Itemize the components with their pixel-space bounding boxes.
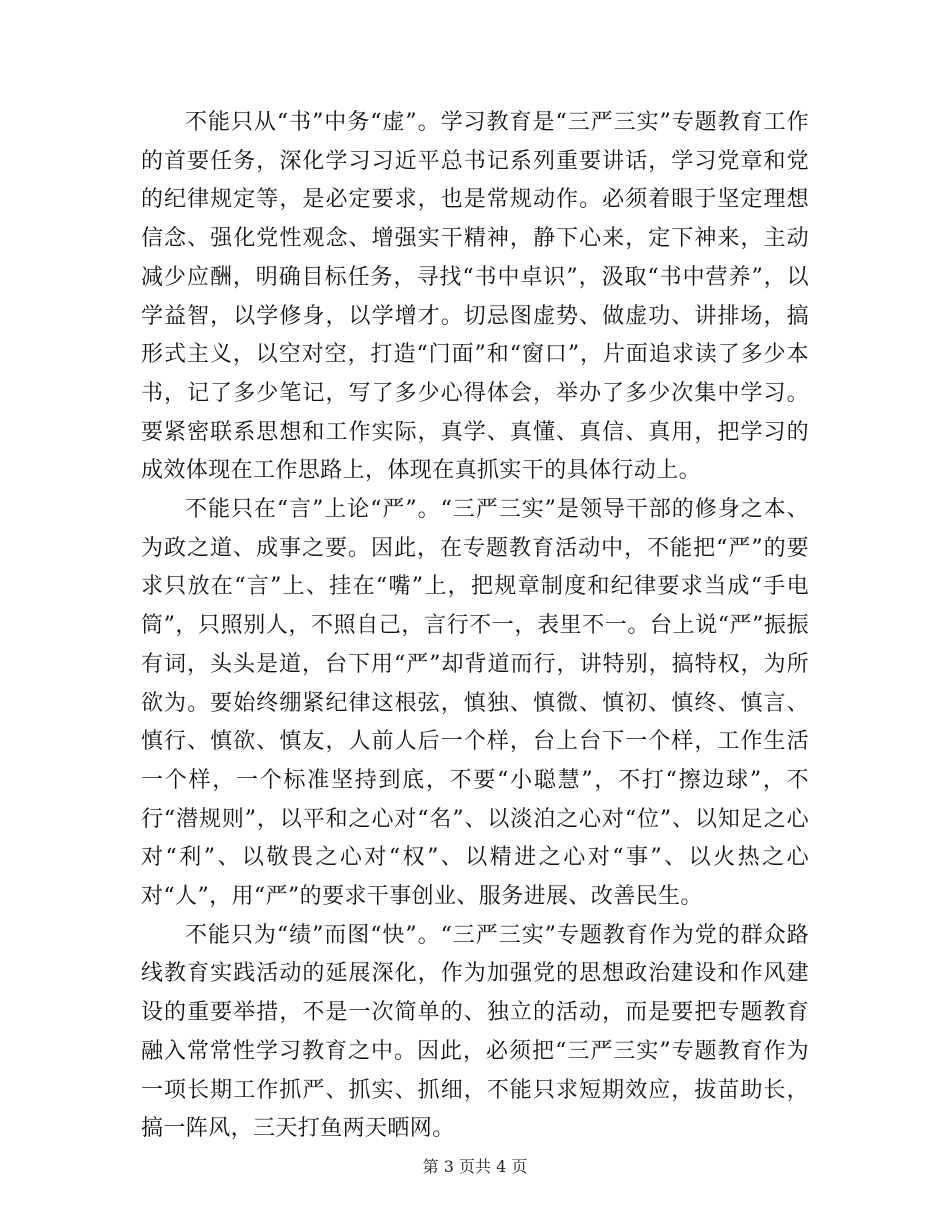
- body-text: [141, 104, 809, 1149]
- page-number-footer: 第 3 页共 4 页: [422, 1157, 528, 1176]
- paragraph-1: 不能只从“书”中务“虚”。学习教育是“三严三实”专题教育工作的首要任务，深化学习习近平总书记系列重要讲话，学习党章和党的纪律规定等，是必定要求，也是常规动作。必须着眼于坚定理想信念、强化党性观念、增强实干精神，静下心来，定下神来，主动减少应酬，明确目标任务，寻找“书中卓识”，汲取“书中营养”，以学益智，以学修身，以学增才。切忌图虚势、做虚功、讲排场，搞形式主义，以空对空，打造“门面”和“窗口”，片面追求读了多少本书，记了多少笔记，写了多少心得体会，举办了多少次集中学习。要紧密联系思想和工作实际，真学、真懂、真信、真用，把学习的成效体现在工作思路上，体现在真抓实干的具体行动上。: [141, 110, 809, 484]
- paragraph-2: 不能只在“言”上论“严”。“三严三实”是领导干部的修身之本、为政之道、成事之要。因此，在专题教育活动中，不能把“严”的要求只放在“言”上、挂在“嘴”上，把规章制度和纪律要求当成“手电筒”，只照别人，不照自己，言行不一，表里不一。台上说“严”振振有词，头头是道，台下用“严”却背道而行，讲特别，搞特权，为所欲为。要始终绷紧纪律这根弦，慎独、慎微、慎初、慎终、慎言、慎行、慎欲、慎友，人前人后一个样，台上台下一个样，工作生活一个样，一个标准坚持到底，不要“小聪慧”，不打“擦边球”，不行“潜规则”，以平和之心对“名”、以淡泊之心对“位”、以知足之心对“利”、以敬畏之心对“权”、以精进之心对“事”、以火热之心对“人”，用“严”的要求干事创业、服务进展、改善民生。: [141, 497, 809, 910]
- paragraph-3: 不能只为“绩”而图“快”。“三严三实”专题教育作为党的群众路线教育实践活动的延展深化，作为加强党的思想政治建设和作风建设的重要举措，不是一次简单的、独立的活动，而是要把专题教育融入常常性学习教育之中。因此，必须把“三严三实”专题教育作为一项长期工作抓严、抓实、抓细，不能只求短期效应，拔苗助长，搞一阵风，三天打鱼两天晒网。: [141, 922, 809, 1142]
